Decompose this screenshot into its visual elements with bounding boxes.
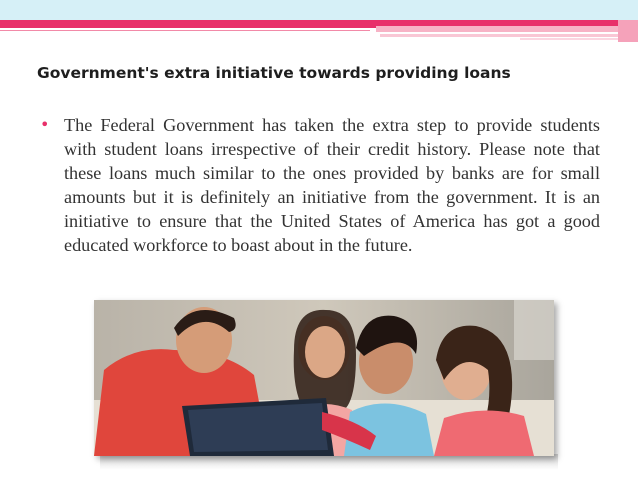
bullet-icon: • — [40, 115, 50, 134]
header-stripe — [380, 34, 638, 37]
slide-title: Government's extra initiative towards providing loans — [37, 64, 511, 82]
header-corner-block — [618, 20, 638, 42]
header-stripe — [376, 26, 638, 32]
bullet-text: The Federal Government has taken the extra step to provide students with student loans irrespective of their credit history. Please note that these loans much similar to the ones provided by banks are for small amounts but it is definitely an initiative from the government. It is an initiative to ensure that the United States of America has got a good educated workforce to boast about in the future. — [64, 115, 600, 255]
bullet-list — [38, 113, 600, 257]
header-cyan-strip — [0, 0, 638, 20]
header-decoration-band — [0, 0, 638, 44]
students-photo-illustration — [94, 300, 554, 456]
students-photo — [94, 300, 554, 456]
photo-reflection — [100, 454, 558, 470]
header-pink-line — [0, 30, 370, 31]
bullet-item — [38, 113, 600, 257]
